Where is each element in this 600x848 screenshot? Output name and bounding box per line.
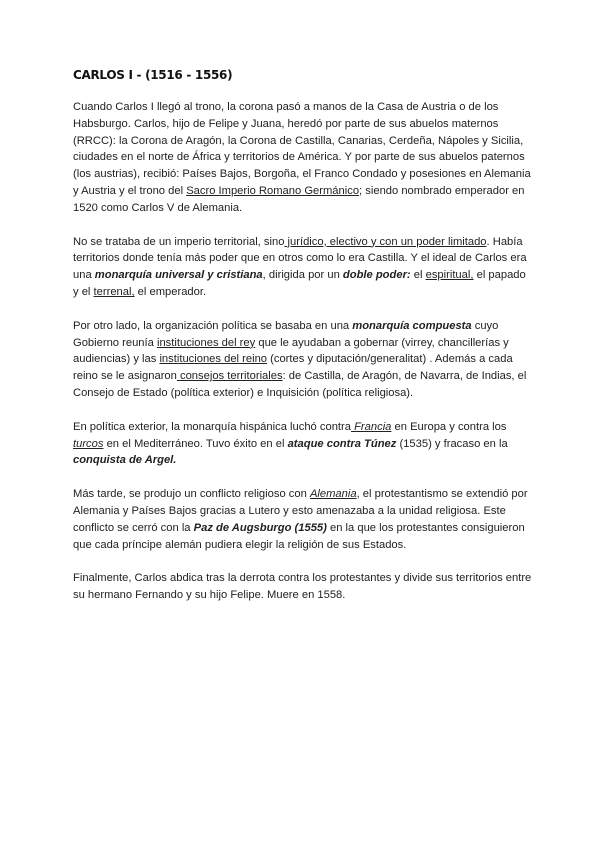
paragraph-text: el bbox=[410, 269, 426, 282]
emphasized-text: espiritual, bbox=[425, 269, 474, 282]
paragraph-text: Por otro lado, la organización política se basaba en una bbox=[73, 319, 353, 332]
emphasized-text: monarquía compuesta bbox=[352, 319, 472, 332]
paragraph-text: en Europa y contra los bbox=[391, 420, 507, 433]
emphasized-text: ataque contra Túnez bbox=[287, 437, 397, 450]
paragraph-5 bbox=[73, 486, 533, 553]
paragraph-1 bbox=[73, 99, 533, 217]
paragraph-text: (cortes y diputación/generalitat) . Además a cada reino se le asignaron bbox=[73, 353, 513, 383]
paragraph-4 bbox=[73, 419, 533, 469]
paragraph-text: que le ayudaban a gobernar (virrey, chancillerías y audiencias) y las bbox=[73, 336, 509, 366]
emphasized-text: doble poder: bbox=[342, 269, 411, 282]
document-title: CARLOS I - (1516 - 1556) bbox=[73, 68, 233, 82]
paragraph-text: (1535) y fracaso en la bbox=[396, 437, 508, 450]
paragraph-text: , dirigida por un bbox=[262, 269, 343, 282]
paragraph-text: Más tarde, se produjo un conflicto religioso con bbox=[73, 488, 310, 501]
document-page bbox=[73, 68, 533, 621]
paragraph-text: Finalmente, Carlos abdica tras la derrota contra los protestantes y divide sus territorios entre su hermano Fernando y su hijo Felipe. Muere en 1558. bbox=[73, 572, 532, 602]
emphasized-text: Alemania bbox=[309, 488, 357, 501]
paragraph-6 bbox=[73, 570, 533, 604]
emphasized-text: instituciones del rey bbox=[156, 336, 256, 349]
paragraph-2 bbox=[73, 234, 533, 301]
emphasized-text: monarquía universal y cristiana bbox=[94, 269, 263, 282]
emphasized-text: turcos bbox=[73, 437, 104, 450]
paragraph-text: . Había territorios donde tenía más poder que en otros como lo era Castilla. Y el ideal de Carlos era una bbox=[73, 235, 527, 282]
paragraph-text: cuyo Gobierno reunía bbox=[73, 319, 499, 349]
emphasized-text: consejos territoriales bbox=[176, 370, 283, 383]
emphasized-text: Paz de Augsburgo (1555) bbox=[193, 521, 327, 534]
paragraph-3 bbox=[73, 318, 533, 402]
paragraph-text: en el Mediterráneo. Tuvo éxito en el bbox=[103, 437, 288, 450]
emphasized-text: terrenal, bbox=[93, 285, 135, 298]
paragraph-text: en la que los protestantes consiguieron que cada príncipe alemán pudiera elegir la religión de sus Estados. bbox=[73, 521, 525, 551]
paragraph-text: En política exterior, la monarquía hispánica luchó contra bbox=[73, 420, 351, 433]
paragraph-text: Cuando Carlos I llegó al trono, la corona pasó a manos de la Casa de Austria o de los Habsburgo. Carlos, hijo de Felipe y Juana, heredó por parte de sus abuelos maternos (RRCC): la Corona de Aragón, la Corona de Castilla, Canarias, Cerdeña, Nápoles y Sicilia, ciudades en el norte de África y territorios de América. Y por parte de sus abuelos paternos (los austrias), recibió: Países Bajos, Borgoña, el Franco Condado y posesiones en Alemania y Austria y el trono del bbox=[73, 101, 531, 197]
paragraph-text: el emperador. bbox=[134, 285, 207, 298]
emphasized-text: conquista de Argel. bbox=[73, 454, 177, 467]
emphasized-text: jurídico, electivo y con un poder limitado bbox=[284, 235, 487, 248]
document-body bbox=[73, 99, 533, 604]
paragraph-text: No se trataba de un imperio territorial, sino bbox=[73, 235, 285, 248]
paragraph-text: ; siendo nombrado emperador en 1520 como Carlos V de Alemania. bbox=[73, 184, 525, 214]
emphasized-text: instituciones del reino bbox=[159, 353, 268, 366]
emphasized-text: Sacro Imperio Romano Germánico bbox=[186, 184, 360, 197]
paragraph-text: : de Castilla, de Aragón, de Navarra, de Indias, el Consejo de Estado (política exterior) e Inquisición (política religiosa). bbox=[73, 370, 527, 399]
paragraph-text: , el protestantismo se extendió por Alemania y Países Bajos gracias a Lutero y esto amenazaba a la unidad religiosa. Este conflicto se cerró con la bbox=[73, 488, 528, 534]
emphasized-text: Francia bbox=[350, 420, 392, 433]
paragraph-text: el papado y el bbox=[73, 269, 526, 298]
